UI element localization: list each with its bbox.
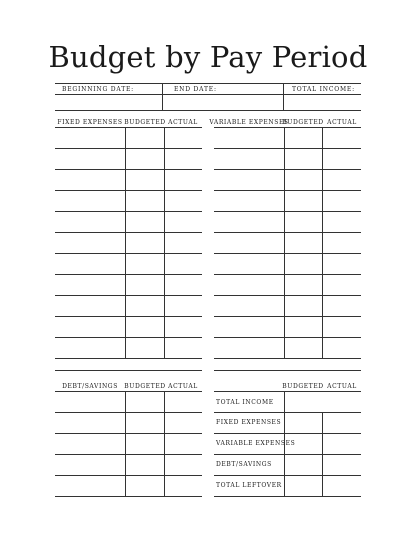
debt-actual-header: ACTUAL — [168, 383, 198, 390]
table-rule — [214, 391, 361, 392]
table-rule — [55, 316, 202, 317]
variable-budgeted-header: BUDGETED — [282, 119, 324, 126]
total-income-field[interactable] — [284, 95, 361, 110]
header-top-rule — [55, 83, 361, 84]
fixed-budgeted-header: BUDGETED — [124, 119, 166, 126]
table-rule — [214, 274, 361, 275]
table-rule — [55, 148, 202, 149]
variable-actual-header: ACTUAL — [327, 119, 357, 126]
table-rule — [55, 391, 202, 392]
table-rule — [214, 358, 361, 359]
table-rule — [214, 169, 361, 170]
table-rule — [214, 475, 361, 476]
table-column-divider — [322, 412, 323, 496]
summary-row-label: TOTAL LEFTOVER — [216, 482, 282, 489]
table-rule — [214, 295, 361, 296]
table-rule — [55, 370, 202, 371]
beginning-date-field[interactable] — [55, 95, 162, 110]
table-column-divider — [284, 391, 285, 496]
beginning-date-label: BEGINNING DATE: — [62, 86, 134, 93]
summary-row-label: FIXED EXPENSES — [216, 419, 282, 426]
table-column-divider — [164, 391, 165, 496]
table-rule — [55, 295, 202, 296]
table-rule — [55, 274, 202, 275]
end-date-field[interactable] — [163, 95, 283, 110]
table-rule — [214, 211, 361, 212]
table-column-divider — [125, 127, 126, 358]
table-rule — [55, 496, 202, 497]
table-rule — [214, 316, 361, 317]
summary-actual-header: ACTUAL — [327, 383, 357, 390]
table-rule — [214, 433, 361, 434]
table-column-divider — [284, 127, 285, 358]
table-rule — [214, 253, 361, 254]
fixed-expenses-header: FIXED EXPENSES — [57, 119, 123, 126]
table-rule — [55, 337, 202, 338]
table-rule — [55, 412, 202, 413]
table-column-divider — [322, 127, 323, 358]
table-rule — [55, 358, 202, 359]
table-rule — [55, 475, 202, 476]
end-date-label: END DATE: — [174, 86, 217, 93]
table-rule — [55, 253, 202, 254]
table-rule — [214, 232, 361, 233]
debt-savings-header: DEBT/SAVINGS — [62, 383, 118, 390]
table-rule — [214, 412, 361, 413]
table-column-divider — [125, 391, 126, 496]
fixed-actual-header: ACTUAL — [168, 119, 198, 126]
variable-expenses-header: VARIABLE EXPENSES — [209, 119, 289, 126]
table-rule — [55, 454, 202, 455]
table-rule — [214, 454, 361, 455]
table-rule — [214, 148, 361, 149]
table-rule — [214, 337, 361, 338]
debt-budgeted-header: BUDGETED — [124, 383, 166, 390]
table-rule — [55, 169, 202, 170]
header-bottom-rule — [55, 110, 361, 111]
table-rule — [55, 211, 202, 212]
table-rule — [214, 127, 361, 128]
summary-row-label: DEBT/SAVINGS — [216, 461, 272, 468]
table-column-divider — [164, 127, 165, 358]
summary-row-label: TOTAL INCOME — [216, 399, 274, 406]
table-rule — [55, 190, 202, 191]
table-rule — [55, 127, 202, 128]
table-rule — [55, 232, 202, 233]
table-rule — [214, 370, 361, 371]
table-rule — [55, 433, 202, 434]
table-rule — [214, 496, 361, 497]
summary-budgeted-header: BUDGETED — [282, 383, 324, 390]
summary-row-label: VARIABLE EXPENSES — [216, 440, 296, 447]
table-rule — [214, 190, 361, 191]
page-title: Budget by Pay Period — [48, 40, 368, 74]
total-income-label: TOTAL INCOME: — [292, 86, 355, 93]
